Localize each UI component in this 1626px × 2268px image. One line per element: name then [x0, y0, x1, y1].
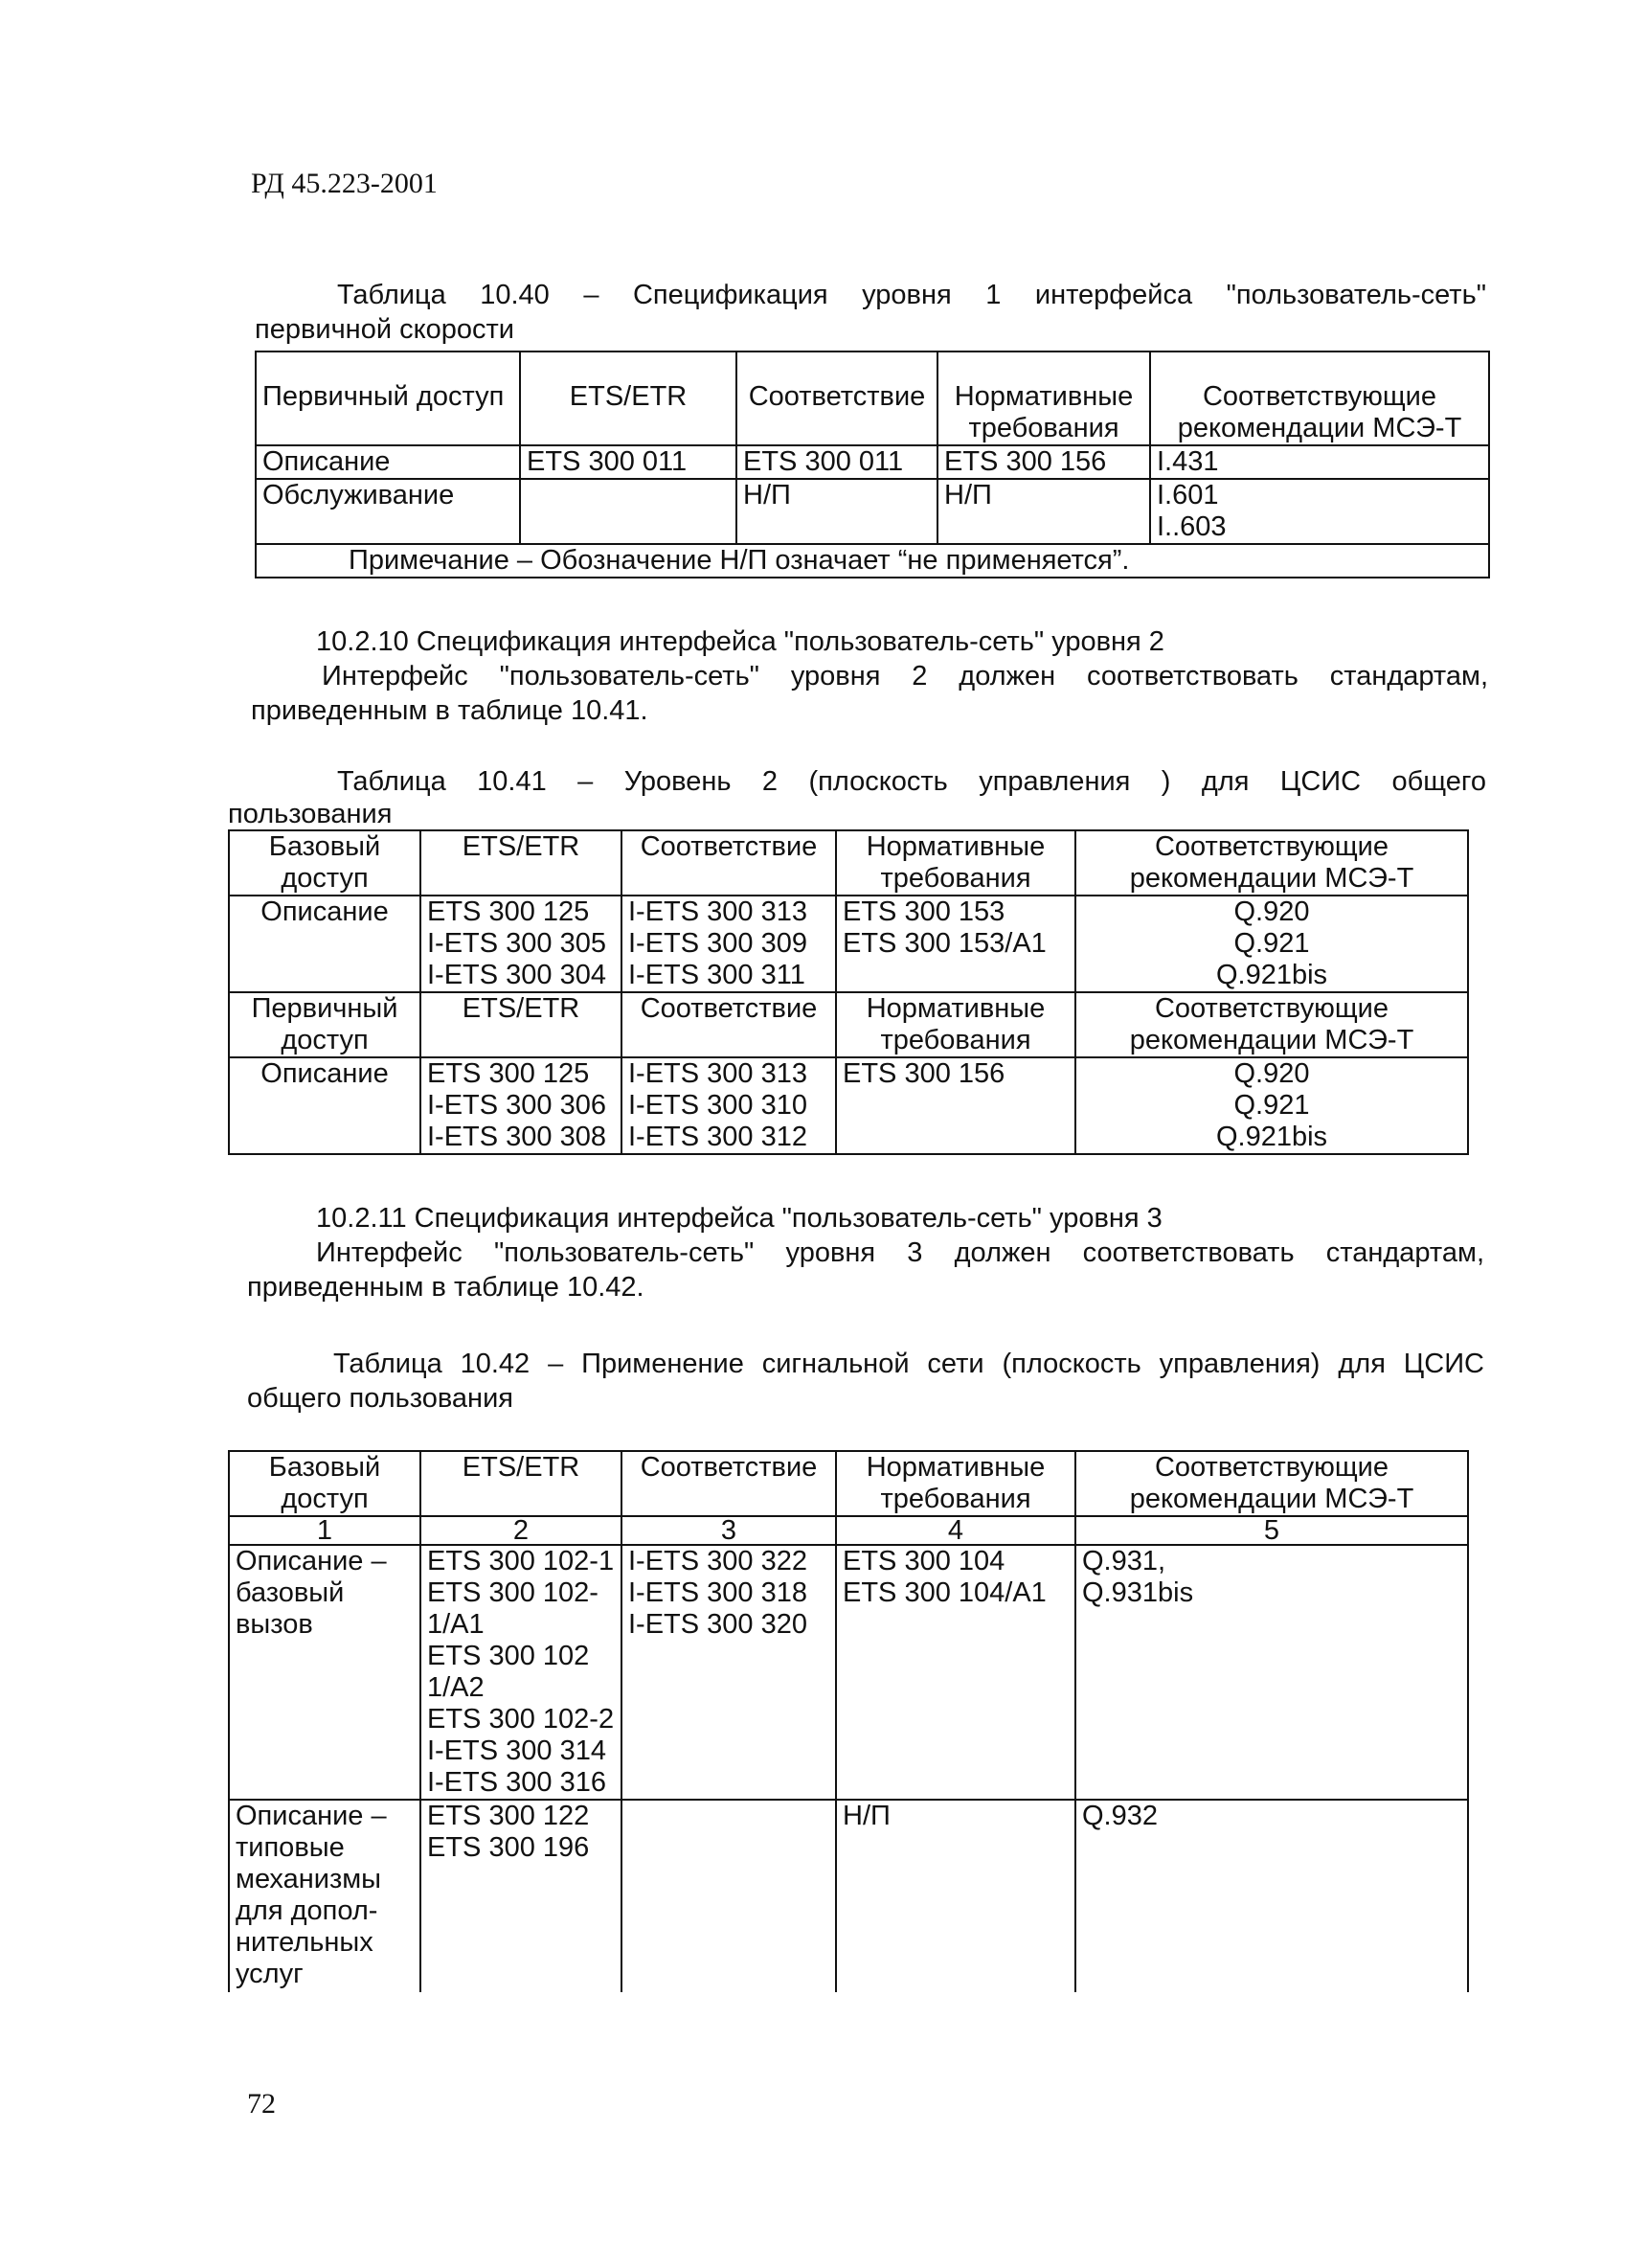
- header-cell: Соответствие: [621, 830, 836, 896]
- table-row: [256, 479, 1489, 544]
- cell: Описание: [229, 1057, 420, 1154]
- table-10-42-title-line1: Таблица 10.42 – Применение сигнальной сети (плоскость управления) для ЦСИС: [333, 1349, 1484, 1379]
- section-10-2-10-text-line1: Интерфейс "пользователь-сеть" уровня 2 должен соответствовать стандартам,: [322, 661, 1488, 692]
- cell: Описание – типовые механизмы для допол- нительных услуг: [229, 1800, 420, 1992]
- cell: ETS 300 156: [836, 1057, 1075, 1154]
- table-10-40: [255, 351, 1490, 578]
- cell: I-ETS 300 322 I-ETS 300 318 I-ETS 300 320: [621, 1545, 836, 1800]
- cell: ETS 300 156: [937, 445, 1150, 479]
- cell: Q.931, Q.931bis: [1075, 1545, 1468, 1800]
- table-row: [229, 896, 1468, 992]
- cell: Н/П: [937, 479, 1150, 544]
- header-cell: Первичный доступ: [256, 352, 520, 445]
- header-cell: Нормативные требования: [836, 992, 1075, 1057]
- table-10-41-title-line2: пользования: [228, 799, 393, 829]
- cell: ETS 300 011: [520, 445, 736, 479]
- table-row: [229, 1800, 1468, 1992]
- cell: Q.932: [1075, 1800, 1468, 1992]
- header-cell: Соответствующие рекомендации МСЭ-Т: [1075, 830, 1468, 896]
- table-10-42-title-line2: общего пользования: [247, 1383, 513, 1414]
- cell: ETS 300 102-1 ETS 300 102- 1/A1 ETS 300 102 1/A2 ETS 300 102-2 I-ETS 300 314 I-ETS 300 316: [420, 1545, 621, 1800]
- column-number: 5: [1075, 1516, 1468, 1545]
- table-note-row: [256, 544, 1489, 578]
- table-10-42: [228, 1450, 1469, 1992]
- table-10-40-title-line2: первичной скорости: [255, 314, 514, 345]
- header-cell: Соответствие: [736, 352, 937, 445]
- section-10-2-10-text-line2: приведенным в таблице 10.41.: [251, 695, 648, 726]
- page-number: 72: [247, 2088, 276, 2120]
- table-note: Примечание – Обозначение Н/П означает “не применяется”.: [256, 544, 1489, 578]
- table-header-row: [256, 352, 1489, 445]
- cell: [520, 479, 736, 544]
- header-cell: Соответствующие рекомендации МСЭ-Т: [1075, 1451, 1468, 1516]
- cell: ETS 300 104 ETS 300 104/A1: [836, 1545, 1075, 1800]
- section-10-2-11-text-line1: Интерфейс "пользователь-сеть" уровня 3 должен соответствовать стандартам,: [316, 1237, 1484, 1268]
- table-10-40-title-line1: Таблица 10.40 – Спецификация уровня 1 интерфейса "пользователь-сеть": [337, 280, 1486, 310]
- section-10-2-11-heading: 10.2.11 Спецификация интерфейса "пользователь-сеть" уровня 3: [316, 1203, 1163, 1234]
- cell: ETS 300 011: [736, 445, 937, 479]
- cell: ETS 300 125 I-ETS 300 305 I-ETS 300 304: [420, 896, 621, 992]
- table-10-41-title-line1: Таблица 10.41 – Уровень 2 (плоскость управления ) для ЦСИС общего: [337, 766, 1486, 797]
- cell: I-ETS 300 313 I-ETS 300 310 I-ETS 300 312: [621, 1057, 836, 1154]
- cell: Описание: [256, 445, 520, 479]
- header-cell: Базовый доступ: [229, 1451, 420, 1516]
- table-10-41: [228, 829, 1469, 1155]
- cell: Обслуживание: [256, 479, 520, 544]
- header-cell: Соответствие: [621, 1451, 836, 1516]
- column-number: 2: [420, 1516, 621, 1545]
- table-row: [256, 445, 1489, 479]
- table-header-row: [229, 830, 1468, 896]
- cell: Описание: [229, 896, 420, 992]
- cell: Н/П: [736, 479, 937, 544]
- cell: I.431: [1150, 445, 1489, 479]
- cell: ETS 300 125 I-ETS 300 306 I-ETS 300 308: [420, 1057, 621, 1154]
- header-cell: ETS/ETR: [420, 992, 621, 1057]
- cell: [621, 1800, 836, 1992]
- header-cell: ETS/ETR: [420, 830, 621, 896]
- cell: Q.920 Q.921 Q.921bis: [1075, 1057, 1468, 1154]
- header-cell: Нормативные требования: [937, 352, 1150, 445]
- header-cell: ETS/ETR: [520, 352, 736, 445]
- cell: I.601 I..603: [1150, 479, 1489, 544]
- column-number: 4: [836, 1516, 1075, 1545]
- section-10-2-10-heading: 10.2.10 Спецификация интерфейса "пользователь-сеть" уровня 2: [316, 626, 1164, 657]
- cell: Описание – базовый вызов: [229, 1545, 420, 1800]
- column-number-row: [229, 1516, 1468, 1545]
- table-row: [229, 1545, 1468, 1800]
- header-cell: Нормативные требования: [836, 830, 1075, 896]
- table-row: [229, 1057, 1468, 1154]
- cell: ETS 300 122 ETS 300 196: [420, 1800, 621, 1992]
- header-cell: Базовый доступ: [229, 830, 420, 896]
- cell: Н/П: [836, 1800, 1075, 1992]
- table-header-row: [229, 1451, 1468, 1516]
- table-header-row: [229, 992, 1468, 1057]
- header-cell: ETS/ETR: [420, 1451, 621, 1516]
- header-cell: Соответствующие рекомендации МСЭ-Т: [1075, 992, 1468, 1057]
- cell: I-ETS 300 313 I-ETS 300 309 I-ETS 300 311: [621, 896, 836, 992]
- header-cell: Соответствующие рекомендации МСЭ-Т: [1150, 352, 1489, 445]
- document-id: РД 45.223-2001: [251, 168, 438, 199]
- cell: Q.920 Q.921 Q.921bis: [1075, 896, 1468, 992]
- header-cell: Первичный доступ: [229, 992, 420, 1057]
- cell: ETS 300 153 ETS 300 153/A1: [836, 896, 1075, 992]
- column-number: 3: [621, 1516, 836, 1545]
- header-cell: Соответствие: [621, 992, 836, 1057]
- column-number: 1: [229, 1516, 420, 1545]
- header-cell: Нормативные требования: [836, 1451, 1075, 1516]
- section-10-2-11-text-line2: приведенным в таблице 10.42.: [247, 1272, 644, 1303]
